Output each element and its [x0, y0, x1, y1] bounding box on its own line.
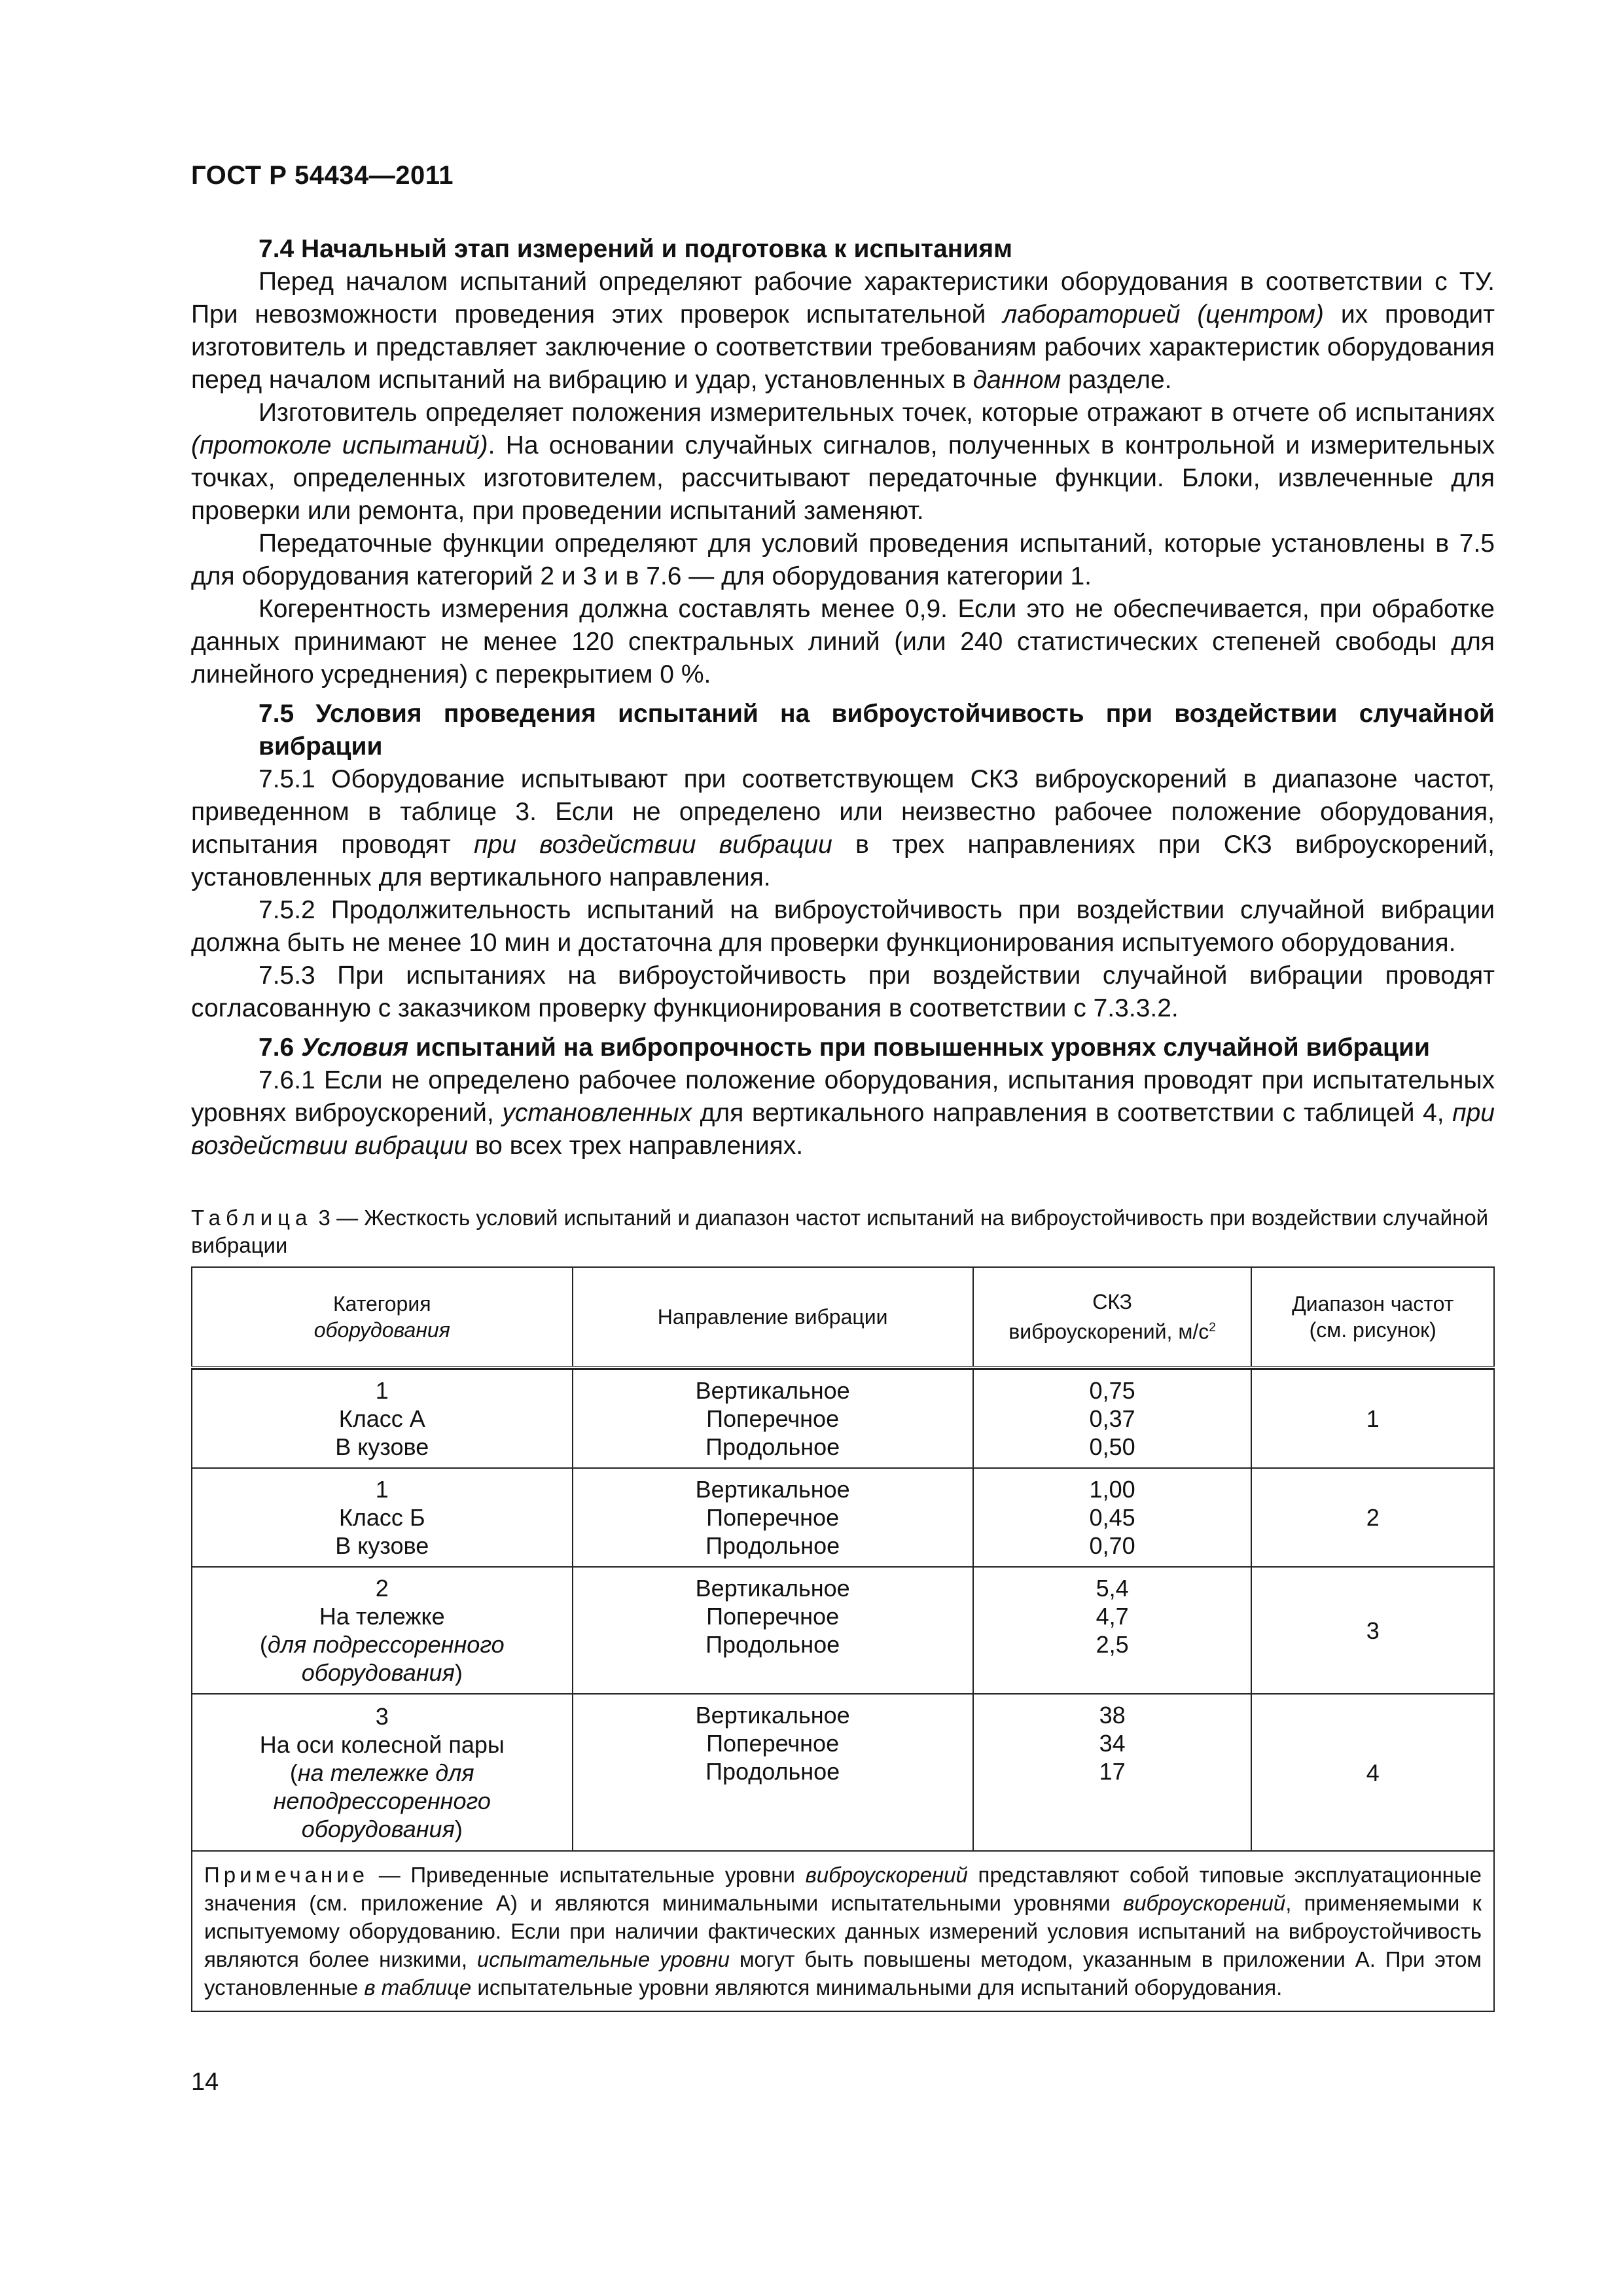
section-7-5-heading: 7.5 Условия проведения испытаний на виброустойчивость при воздействии случайной вибрации	[259, 700, 1495, 761]
table-row	[192, 1567, 1494, 1694]
category-cell: 3 На оси колесной пары (на тележке для неподрессоренного оборудования)	[192, 1694, 573, 1851]
table-row	[192, 1468, 1494, 1567]
table-caption: Таблица 3 — Жесткость условий испытаний и диапазон частот испытаний на виброустойчивость при воздействии случайной вибрации	[191, 1206, 1489, 1257]
range-cell: 3	[1251, 1567, 1494, 1694]
category-cell: 1 Класс Б В кузове	[192, 1468, 573, 1567]
column-header-skz: СКЗ виброускорений, $м/с^2$	[973, 1267, 1252, 1367]
paragraph: 7.6.1 Если не определено рабочее положение оборудования, испытания проводят при испытательных уровнях виброускорений, установленных для вертикального направления в соответствии с таблицей 4, при воздействии вибрации во всех трех направлениях.	[191, 1066, 1495, 1160]
paragraph: Когерентность измерения должна составлять менее 0,9. Если это не обеспечивается, при обработке данных принимают не менее 120 спектральных линий (или 240 статистических степеней свободы для линейного усреднения) с перекрытием 0 %.	[191, 595, 1495, 689]
section-7-4-heading: 7.4 Начальный этап измерений и подготовка к испытаниям	[259, 235, 1012, 263]
column-header-range: Диапазон частот (см. рисунок)	[1251, 1267, 1494, 1367]
page-number: 14	[191, 2068, 219, 2096]
direction-cell: Вертикальное Поперечное Продольное	[573, 1567, 973, 1694]
paragraph: Передаточные функции определяют для условий проведения испытаний, которые установлены в 7.5 для оборудования категорий 2 и 3 и в 7.6 — для оборудования категории 1.	[191, 529, 1495, 590]
table-note: Примечание — Приведенные испытательные уровни виброускорений представляют собой типовые эксплуатационные значения (см. приложение А) и являются минимальными испытательными уровнями виброускорений, применяемыми к испытуемому оборудованию. Если при наличии фактических данных измерений условия испытаний на виброустойчивость являются более низкими, испытательные уровни могут быть повышены методом, указанным в приложении А. При этом установленные в таблице испытательные уровни являются минимальными для испытаний оборудования.	[192, 1851, 1494, 2011]
skz-cell: 1,00 0,45 0,70	[973, 1468, 1252, 1567]
skz-cell: 38 34 17	[973, 1694, 1252, 1851]
range-cell: 4	[1251, 1694, 1494, 1851]
category-cell: 1 Класс А В кузове	[192, 1369, 573, 1468]
category-cell: 2 На тележке (для подрессоренного оборудования)	[192, 1567, 573, 1694]
column-header-direction: Направление вибрации	[573, 1267, 973, 1367]
skz-cell: 5,4 4,7 2,5	[973, 1567, 1252, 1694]
section-7-6-heading: 7.6 Условия испытаний на вибропрочность при повышенных уровнях случайной вибрации	[259, 1033, 1430, 1062]
paragraph: Перед началом испытаний определяют рабочие характеристики оборудования в соответствии с ТУ. При невозможности проведения этих проверок испытательной лабораторией (центром) их проводит изготовитель и представляет заключение о соответствии требованиям рабочих характеристик оборудования перед началом испытаний на вибрацию и удар, установленных в данном разделе.	[191, 268, 1495, 394]
document-body	[191, 233, 1495, 1162]
column-header-category: Категория оборудования	[192, 1267, 573, 1367]
skz-cell: 0,75 0,37 0,50	[973, 1369, 1252, 1468]
table-note-row	[192, 1851, 1494, 2011]
direction-cell: Вертикальное Поперечное Продольное	[573, 1369, 973, 1468]
table-row	[192, 1369, 1494, 1468]
document-code: ГОСТ Р 54434—2011	[191, 161, 454, 190]
table-header-row	[192, 1267, 1494, 1367]
table-row	[192, 1694, 1494, 1851]
paragraph: 7.5.2 Продолжительность испытаний на виброустойчивость при воздействии случайной вибрации должна быть не менее 10 мин и достаточна для проверки функционирования испытуемого оборудования.	[191, 896, 1495, 957]
range-cell: 2	[1251, 1468, 1494, 1567]
test-conditions-table	[191, 1266, 1495, 2012]
direction-cell: Вертикальное Поперечное Продольное	[573, 1468, 973, 1567]
paragraph: 7.5.1 Оборудование испытывают при соответствующем СКЗ виброускорений в диапазоне частот, приведенном в таблице 3. Если не определено или неизвестно рабочее положение оборудования, испытания проводят при воздействии вибрации в трех направлениях при СКЗ виброускорений, установленных для вертикального направления.	[191, 765, 1495, 891]
paragraph: 7.5.3 При испытаниях на виброустойчивость при воздействии случайной вибрации проводят согласованную с заказчиком проверку функционирования в соответствии с 7.3.3.2.	[191, 961, 1495, 1022]
direction-cell: Вертикальное Поперечное Продольное	[573, 1694, 973, 1851]
range-cell: 1	[1251, 1369, 1494, 1468]
paragraph: Изготовитель определяет положения измерительных точек, которые отражают в отчете об испытаниях (протоколе испытаний). На основании случайных сигналов, полученных в контрольной и измерительных точках, определенных изготовителем, рассчитывают передаточные функции. Блоки, извлеченные для проверки или ремонта, при проведении испытаний заменяют.	[191, 399, 1495, 525]
